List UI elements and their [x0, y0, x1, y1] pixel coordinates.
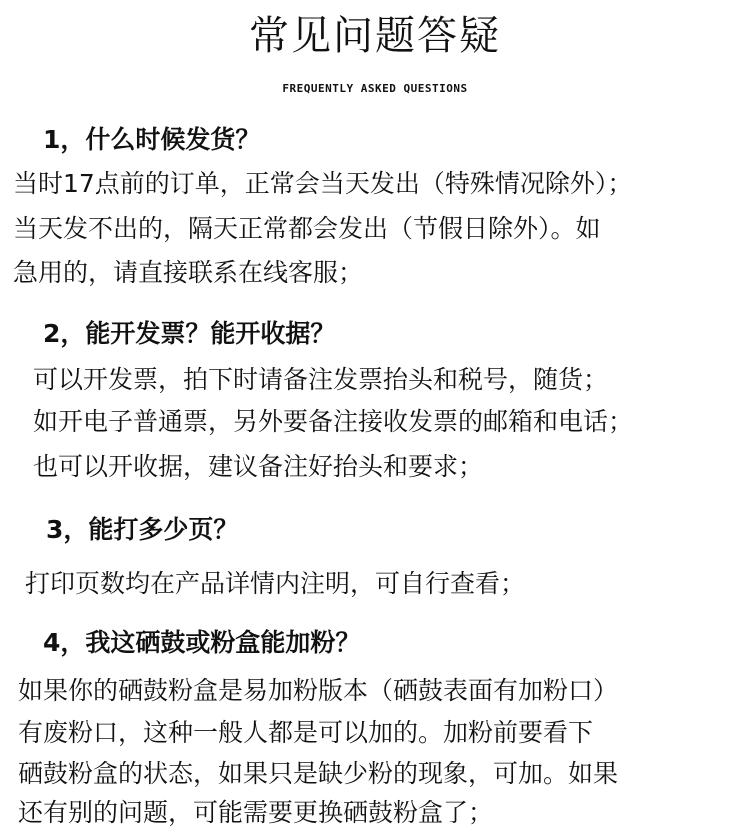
faq-answer-4-line-2: 有废粉口，这种一般人都是可以加的。加粉前要看下: [18, 718, 594, 747]
faq-question-4: 4，我这硒鼓或粉盒能加粉？: [43, 628, 361, 657]
faq-answer-4-line-3: 硒鼓粉盒的状态，如果只是缺少粉的现象，可加。如果: [18, 759, 619, 788]
faq-answer-1-line-1: 当时17点前的订单，正常会当天发出（特殊情况除外）；: [13, 169, 633, 198]
page-subtitle: FREQUENTLY ASKED QUESTIONS: [282, 82, 468, 95]
faq-question-2: 2，能开发票？能开收据？: [43, 319, 336, 348]
faq-answer-4-line-4: 还有别的问题，可能需要更换硒鼓粉盒了；: [18, 798, 494, 827]
faq-question-1: 1，什么时候发货？: [43, 125, 261, 154]
faq-answer-2-line-1: 可以开发票，拍下时请备注发票抬头和税号，随货；: [33, 365, 609, 394]
faq-answer-2-line-2: 如开电子普通票，另外要备注接收发票的邮箱和电话；: [33, 407, 634, 436]
faq-question-3: 3，能打多少页？: [46, 515, 239, 544]
faq-answer-3-line-1: 打印页数均在产品详情内注明，可自行查看；: [25, 569, 526, 598]
faq-answer-1-line-2: 当天发不出的，隔天正常都会发出（节假日除外）。如: [13, 214, 601, 243]
faq-answer-1-line-3: 急用的，请直接联系在线客服；: [13, 258, 364, 287]
page-title: 常见问题答疑: [249, 13, 501, 59]
faq-answer-4-line-1: 如果你的硒鼓粉盒是易加粉版本（硒鼓表面有加粉口）: [18, 676, 619, 705]
faq-answer-2-line-3: 也可以开收据，建议备注好抬头和要求；: [33, 452, 484, 481]
